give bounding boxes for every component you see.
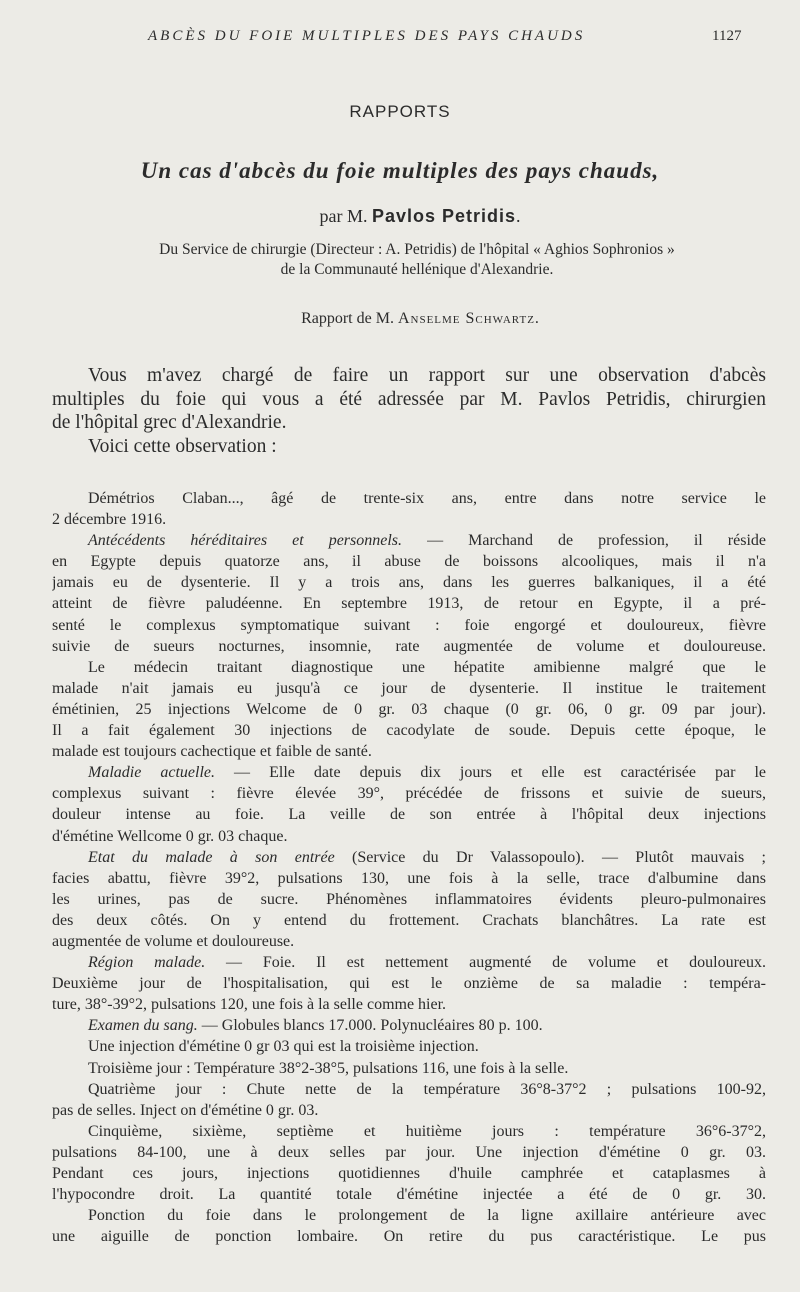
reporter-line: [0, 310, 800, 328]
text-line: complexus suivant : fièvre élevée 39°, précédée de frissons et suivie de sueurs,: [52, 785, 766, 803]
text-line: en Egypte depuis quatorze ans, il abuse de boissons alcooliques, mais il n'a: [52, 553, 766, 571]
text-line: jamais eu de dysenterie. Il y a trois ans, dans les guerres balkaniques, il a été: [52, 574, 766, 592]
subheading: Etat du malade à son entrée: [88, 848, 335, 866]
text-line: malade est toujours cachectique et faible de santé.: [52, 743, 372, 761]
text-line: d'émétine Wellcome 0 gr. 03 chaque.: [52, 827, 288, 845]
author-name: Pavlos Petridis: [371, 206, 517, 226]
text-line: Deuxième jour de l'hospitalisation, qui est le onzième de sa maladie : tempéra-: [52, 975, 766, 993]
text-line: des deux côtés. On y entend du frottement. Crachats blanchâtres. La rate est: [52, 911, 766, 929]
text-run: — Marchand de profession, il réside: [402, 532, 766, 550]
text-line: Troisième jour : Température 38°2-38°5, pulsations 116, une fois à la selle.: [88, 1059, 569, 1077]
text-line: Une injection d'émétine 0 gr 03 qui est la troisième injection.: [88, 1038, 479, 1056]
text-line: pulsations 84-100, une à deux selles par jour. Une injection d'émétine 0 gr. 03.: [52, 1143, 766, 1161]
text-line: ture, 38°-39°2, pulsations 120, une fois à la selle comme hier.: [52, 996, 447, 1014]
text-line: malade n'ait jamais eu jusqu'à ce jour de dysenterie. Il institue le traitement: [52, 679, 766, 697]
reporter-name: Anselme Schwartz: [397, 310, 535, 327]
text-line: [52, 1015, 766, 1036]
affiliation-line: de la Communauté hellénique d'Alexandrie.: [280, 261, 554, 278]
subheading: Région malade.: [88, 954, 206, 972]
reporter-prefix: Rapport de M.: [301, 310, 394, 327]
running-head: ABCÈS DU FOIE MULTIPLES DES PAYS CHAUDS: [148, 28, 586, 44]
subheading: Maladie actuelle.: [88, 764, 216, 782]
affiliation-line: Du Service de chirurgie (Directeur : A. Petridis) de l'hôpital « Aghios Sophronios »: [159, 241, 675, 258]
text-line: les urines, pas de sucre. Phénomènes inflammatoires évidents pleuro-pulmonaires: [52, 890, 766, 908]
intro-line: de l'hôpital grec d'Alexandrie.: [52, 412, 287, 433]
text-line: suivie de sueurs nocturnes, insomnie, rate augmentée de volume et douloureuse.: [52, 637, 766, 655]
text-line: pas de selles. Inject on d'émétine 0 gr. 03.: [52, 1101, 319, 1119]
page-number: 1127: [712, 28, 742, 44]
subheading: Examen du sang.: [88, 1017, 198, 1035]
text-line: l'hypocondre droit. La quantité totale d'émétine injectée a été de 0 gr. 30.: [52, 1186, 766, 1204]
affiliation: [52, 240, 782, 280]
subheading: Antécédents héréditaires et personnels.: [88, 532, 403, 550]
text-run: — Globules blancs 17.000. Polynucléaires 80 p. 100.: [197, 1017, 543, 1035]
text-line: Cinquième, sixième, septième et huitième jours : température 36°6-37°2,: [88, 1122, 766, 1140]
text-line: une aiguille de ponction lombaire. On retire du pus caractéristique. Le pus: [52, 1228, 766, 1246]
intro-line: Voici cette observation :: [88, 435, 277, 457]
text-run: (Service du Dr Valassopoulo). — Plutôt mauvais ;: [334, 848, 766, 866]
reporter-suffix: .: [534, 310, 539, 327]
text-run: — Elle date depuis dix jours et elle est caractérisée par le: [215, 764, 766, 782]
intro-line: multiples du foie qui vous a été adressée par M. Pavlos Petridis, chirurgien: [52, 388, 766, 410]
text-line: Le médecin traitant diagnostique une hépatite amibienne malgré que le: [88, 658, 766, 676]
text-line: [52, 762, 766, 783]
byline: [0, 206, 800, 227]
byline-suffix: .: [516, 206, 521, 226]
text-line: atteint de fièvre paludéenne. En septembre 1913, de retour en Egypte, il a pré-: [52, 595, 766, 613]
text-line: émétinien, 25 injections Welcome de 0 gr. 03 chaque (0 gr. 06, 0 gr. 09 par jour).: [52, 700, 766, 718]
intro-line: Vous m'avez chargé de faire un rapport sur une observation d'abcès: [88, 365, 766, 386]
text-line: 2 décembre 1916.: [52, 511, 167, 529]
section-title: RAPPORTS: [349, 102, 451, 121]
observation-text: [52, 488, 766, 1247]
text-run: — Foie. Il est nettement augmenté de volume et douloureux.: [205, 954, 766, 972]
text-line: Ponction du foie dans le prolongement de la ligne axillaire antérieure avec: [88, 1207, 766, 1225]
text-line: douleur intense au foie. La veille de son entrée à l'hôpital deux injections: [52, 806, 766, 824]
text-line: [52, 847, 766, 868]
text-line: Il a fait également 30 injections de cacodylate de soude. Depuis cette époque, le: [52, 722, 766, 740]
text-line: Démétrios Claban..., âgé de trente-six ans, entre dans notre service le: [88, 490, 766, 507]
text-line: [52, 530, 766, 551]
byline-prefix: par M.: [319, 206, 368, 226]
text-line: Quatrième jour : Chute nette de la température 36°8-37°2 ; pulsations 100-92,: [88, 1080, 766, 1098]
introduction: [52, 364, 766, 458]
text-line: augmentée de volume et douloureuse.: [52, 932, 295, 950]
text-line: senté le complexus symptomatique suivant : foie engorgé et douloureux, fièvre: [52, 616, 766, 634]
text-line: Pendant ces jours, injections quotidiennes d'huile camphrée et cataplasmes à: [52, 1165, 766, 1182]
text-line: [52, 952, 766, 973]
article-title: Un cas d'abcès du foie multiples des pays chauds,: [140, 158, 660, 183]
text-line: facies abattu, fièvre 39°2, pulsations 130, une fois à la selle, trace d'albumine dans: [52, 869, 766, 887]
